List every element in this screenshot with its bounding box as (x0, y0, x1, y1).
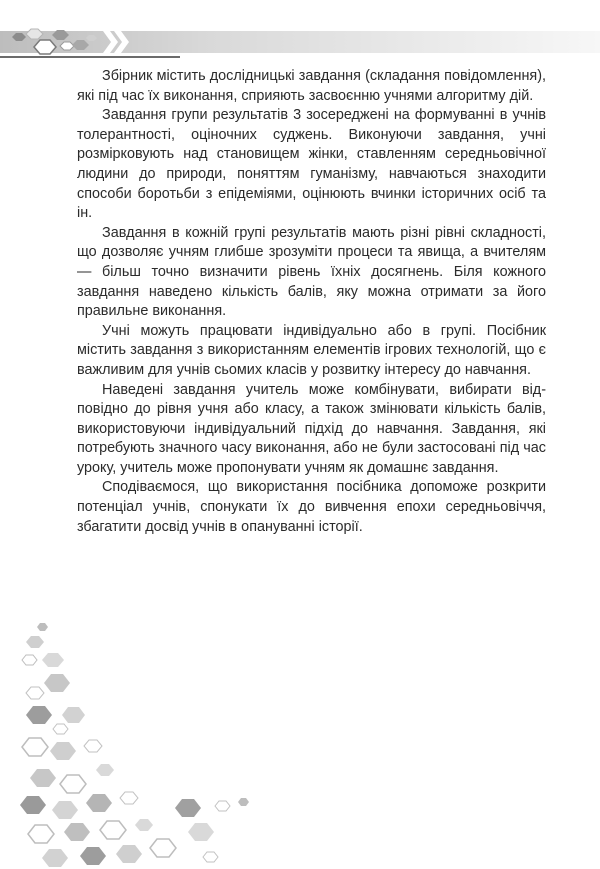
header-gradient-band (0, 31, 600, 53)
paragraph-4: Учні можуть працювати індивідуально або в групі. Посібник містить завдання з використанням елементів ігрових технологій, що є важливим для учнів сьомих класів у розвитку інтересу до навчання. (77, 322, 546, 378)
header-underline (0, 56, 180, 58)
paragraph-6: Сподіваємося, що використання посібника допоможе розкрити потенціал учнів, спонукати їх до вивчення епохи середньовіччя, збагатити досвід учнів в опануванні історії. (77, 479, 546, 535)
paragraph-5: Наведені завдання учитель може комбінувати, вибирати відповідно до рівня учня або класу, а також змінювати кількість балів, використовуючи індивідуальний підхід до навчання. Завдання, які потребують значного часу виконання, або не були застосовані під час уроку, учитель може пропонувати учням як домашнє завдання. (77, 381, 546, 476)
paragraph-3: Завдання в кожній групі результатів мають різні рівні складності, що дозволяє учням глибше зрозуміти процеси та явища, а вчителям — більш точно визначити рівень їхніх досягнень. Біля кожного завдання наведено кількість балів, яку можна отримати за його правильне виконання. (77, 224, 546, 320)
header-decoration (0, 0, 600, 60)
hexagon-pattern (0, 620, 300, 869)
header-band (0, 0, 600, 60)
hex-cells (20, 623, 249, 867)
main-text (77, 67, 546, 537)
paragraph-1: Збірник містить дослідницькі завдання (складання повідомлення), які під час їх виконання, сприяють засвоєнню учнями алгоритму дій. (77, 68, 546, 104)
hexagon-decoration (0, 620, 300, 869)
paragraph-2: Завдання групи результатів 3 зосереджені на формуванні в учнів толерантності, оціночних суджень. Виконуючи завдання, учні розмірковують над становищем жінки, ставленням середньовічної людини до природи, поняттям гуманізму, навчаються знаходити способи боротьби з епідеміями, оцінюють вчинки історичних осіб та ін. (77, 107, 546, 222)
